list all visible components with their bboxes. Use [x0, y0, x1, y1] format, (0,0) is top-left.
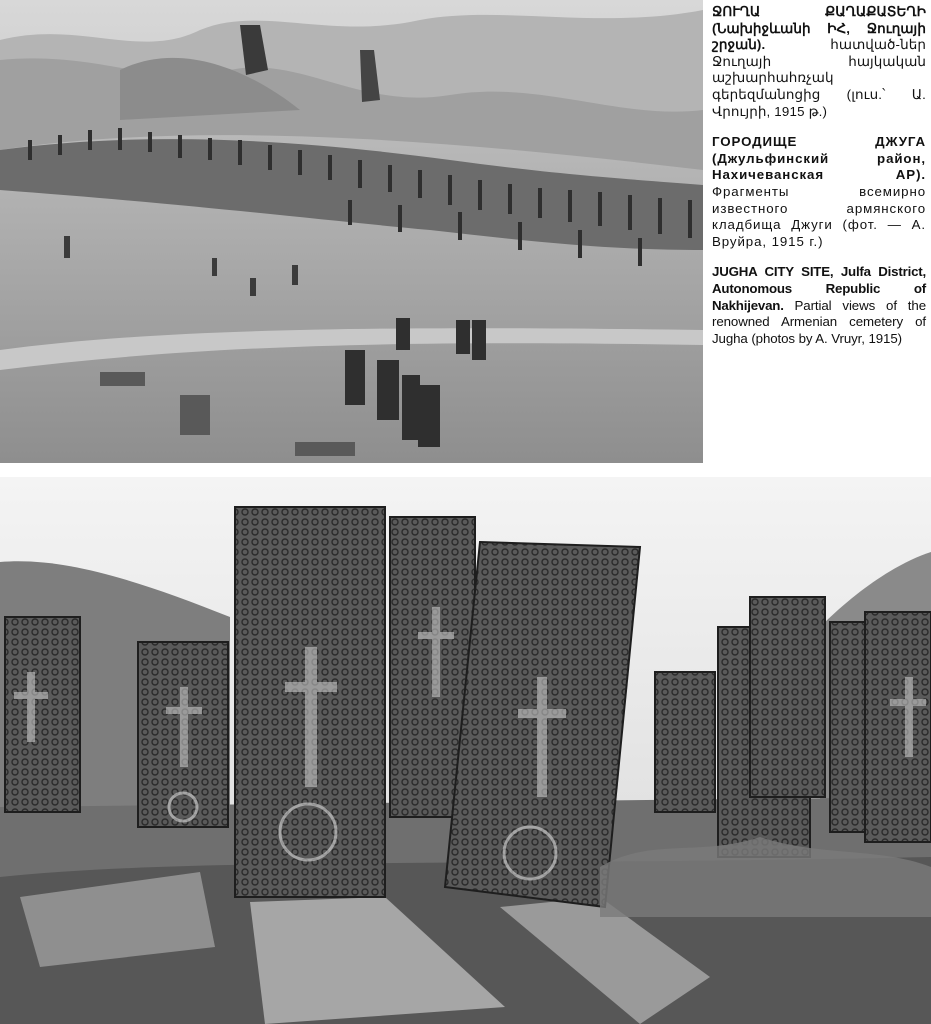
- caption-english: [712, 264, 926, 347]
- top-photo-image: [0, 0, 703, 463]
- caption-armenian-title: ՋՈՒՂԱ ՔԱՂԱՔԱՏԵՂԻ (Նախիջևանի ԻՀ, Ջուղայի շրջան).: [712, 4, 926, 53]
- bottom-photo-image: [0, 477, 931, 1024]
- caption-russian: [712, 134, 926, 250]
- caption-russian-title: ГОРОДИЩЕ ДЖУГА (Джульфинский район, Нахичеванская АР).: [712, 134, 926, 183]
- caption-russian-body: Фрагменты всемирно известного армянского кладбища Джуги (фот. — А. Вруйра, 1915 г.): [712, 183, 926, 249]
- caption-english-body: Partial views of the renowned Armenian cemetery of Jugha (photos by A. Vruyr, 1915): [712, 297, 926, 346]
- caption-column: [712, 4, 926, 361]
- top-photo: [0, 0, 703, 463]
- caption-armenian: [712, 4, 926, 120]
- caption-armenian-body: հատված-ներ Ջուղայի հայկական աշխարհահռչակ գերեզմանոցից (լուս.՝ Ա. Վրույրի, 1915 թ.): [712, 37, 926, 119]
- caption-english-title: JUGHA CITY SITE, Julfa District, Autonomous Republic of Nakhijevan.: [712, 264, 926, 313]
- bottom-photo: [0, 477, 931, 1024]
